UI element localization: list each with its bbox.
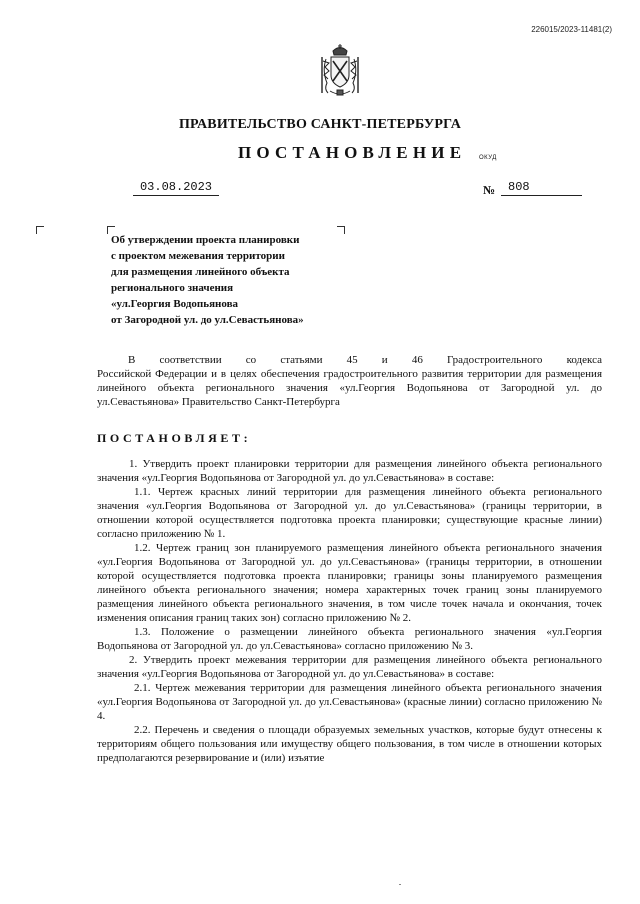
resolution-paragraph: 1.3. Положение о размещении линейного объекта регионального значения «ул.Георгия Водопьянова от Загородной ул. до ул.Севастьянова» согласно приложению № 3. [97, 626, 602, 652]
resolution-paragraph: 2.1. Чертеж межевания территории для размещения линейного объекта регионального значения «ул.Георгия Водопьянова от Загородной ул. до ул.Севастьянова» (красные линии) согласно приложению № 4. [97, 682, 602, 722]
resolution-body [97, 457, 602, 765]
page-mark [399, 884, 401, 885]
resolution-paragraph: 1.2. Чертеж границ зон планируемого размещения линейного объекта регионального значения «ул.Георгия Водопьянова от Загородной ул. до ул.Севастьянова» (границы территории, в отношении которой осуществляется подготовка проекта планировки; границы зоны планируемого размещения линейного объекта регионального значения; номера характерных точек границ зоны планируемого размещения линейного объекта регионального значения, в том числе точек начала и окончания, точек изменения описания границ таких зон) согласно приложению № 2. [97, 542, 602, 624]
resolution-paragraph: 2.2. Перечень и сведения о площади образуемых земельных участков, которые будут отнесены к территориям общего пользования или имуществу общего пользования, в том числе в отношении которых предполагаются резервирование и (или) изъятие [97, 724, 602, 764]
subject-line: с проектом межевания территории [111, 250, 285, 262]
corner-mark-outer-left [36, 226, 44, 234]
resolution-paragraph: 2. Утвердить проект межевания территории для размещения линейного объекта регионального значения «ул.Георгия Водопьянова от Загородной ул. до ул.Севастьянова» в составе: [97, 654, 602, 680]
document-number: 808 [501, 180, 582, 196]
document-type: ПОСТАНОВЛЕНИЕ [238, 143, 467, 162]
subject-line: для размещения линейного объекта [111, 266, 290, 278]
document-date: 03.08.2023 [133, 180, 219, 196]
subject-line: от Загородной ул. до ул.Севастьянова» [111, 314, 304, 326]
subject-line: регионального значения [111, 282, 234, 294]
intro-first-line: В соответствии со статьями 45 и 46 Градостроительного кодекса [128, 354, 602, 366]
number-sign: № [483, 183, 496, 197]
resolution-paragraph: 1. Утвердить проект планировки территории для размещения линейного объекта регионального значения «ул.Георгия Водопьянова от Загородной ул. до ул.Севастьянова» в составе: [97, 458, 602, 484]
resolution-paragraph: 1.1. Чертеж красных линий территории для размещения линейного объекта регионального значения «ул.Георгия Водопьянова от Загородной ул. до ул.Севастьянова» (границы территории, в отношении которой осуществляется подготовка проекта планировки; существующие красные линии) согласно приложению № 1. [97, 486, 602, 540]
document-subject [111, 232, 351, 328]
okud-label: ОКУД [479, 155, 497, 161]
document-id: 226015/2023-11481(2) [531, 25, 612, 34]
government-title: ПРАВИТЕЛЬСТВО САНКТ-ПЕТЕРБУРГА [178, 117, 462, 132]
intro-paragraph: Российской Федерации и в целях обеспечения градостроительного развития территории для размещения линейного объекта регионального значения «ул.Георгия Водопьянова от Загородной ул. до ул.Севастьянова» Правительство Санкт-Петербурга [97, 368, 602, 408]
coat-of-arms-icon [318, 43, 362, 99]
resolves-heading: ПОСТАНОВЛЯЕТ: [97, 431, 252, 445]
subject-line: «ул.Георгия Водопьянова [111, 298, 239, 310]
subject-line: Об утверждении проекта планировки [111, 234, 300, 246]
